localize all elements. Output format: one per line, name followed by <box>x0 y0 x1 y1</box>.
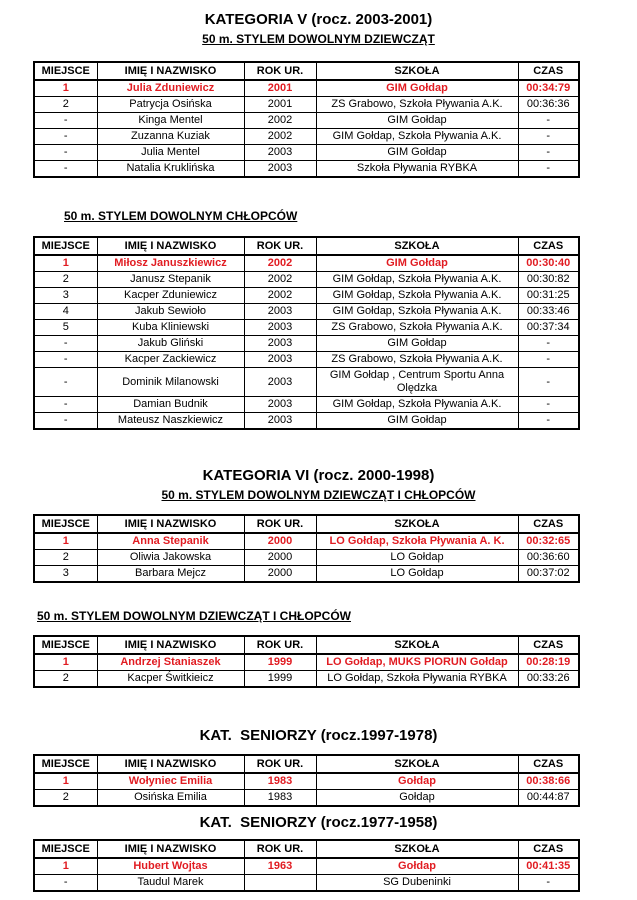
cell-year: 2003 <box>244 304 316 320</box>
cell-name: Kacper Świtkieicz <box>97 671 244 688</box>
cell-year: 2003 <box>244 368 316 397</box>
cell-time: 00:41:35 <box>518 858 579 875</box>
cell-school: GIM Gołdap <box>316 255 518 272</box>
cell-place: 2 <box>34 550 97 566</box>
cell-place: - <box>34 336 97 352</box>
table-row <box>34 368 579 397</box>
header-row <box>34 237 579 255</box>
cell-place: 3 <box>34 288 97 304</box>
cell-name: Anna Stepanik <box>97 533 244 550</box>
section-kategoria-5-chlopcy <box>0 209 637 430</box>
cell-time: - <box>518 875 579 892</box>
header-row <box>34 636 579 654</box>
column-header-year: ROK UR. <box>244 237 316 255</box>
cell-year: 2003 <box>244 413 316 430</box>
cell-time: - <box>518 129 579 145</box>
cell-year: 2002 <box>244 288 316 304</box>
cell-name: Wołyniec Emilia <box>97 773 244 790</box>
cell-name: Andrzej Staniaszek <box>97 654 244 671</box>
column-header-name: IMIĘ I NAZWISKO <box>97 62 244 80</box>
cell-time: - <box>518 397 579 413</box>
column-header-time: CZAS <box>518 636 579 654</box>
cell-school: GIM Gołdap, Szkoła Pływania A.K. <box>316 272 518 288</box>
cell-year: 1999 <box>244 654 316 671</box>
results-table <box>33 839 580 892</box>
column-header-year: ROK UR. <box>244 755 316 773</box>
cell-school: GIM Gołdap <box>316 113 518 129</box>
cell-place: 1 <box>34 858 97 875</box>
cell-name: Patrycja Osińska <box>97 97 244 113</box>
cell-name: Kacper Zackiewicz <box>97 352 244 368</box>
column-header-name: IMIĘ I NAZWISKO <box>97 840 244 858</box>
column-header-name: IMIĘ I NAZWISKO <box>97 515 244 533</box>
cell-time: - <box>518 113 579 129</box>
cell-time: 00:37:02 <box>518 566 579 583</box>
cell-place: 2 <box>34 790 97 807</box>
cell-year: 1983 <box>244 773 316 790</box>
results-table <box>33 754 580 807</box>
cell-place: 1 <box>34 773 97 790</box>
cell-name: Natalia Kruklińska <box>97 161 244 178</box>
cell-name: Julia Mentel <box>97 145 244 161</box>
section-seniorzy-1997-1978 <box>0 726 637 807</box>
section-seniorzy-1977-1958 <box>0 813 637 892</box>
header-row <box>34 755 579 773</box>
column-header-year: ROK UR. <box>244 62 316 80</box>
column-header-place: MIEJSCE <box>34 237 97 255</box>
cell-school: GIM Gołdap, Szkoła Pływania A.K. <box>316 397 518 413</box>
column-header-school: SZKOŁA <box>316 636 518 654</box>
cell-school: LO Gołdap, Szkoła Pływania A. K. <box>316 533 518 550</box>
cell-place: 2 <box>34 97 97 113</box>
column-header-time: CZAS <box>518 515 579 533</box>
cell-school: Gołdap <box>316 773 518 790</box>
cell-school: GIM Gołdap, Szkoła Pływania A.K. <box>316 288 518 304</box>
cell-time: - <box>518 161 579 178</box>
cell-year: 2002 <box>244 113 316 129</box>
table-row <box>34 272 579 288</box>
cell-name: Kacper Zduniewicz <box>97 288 244 304</box>
cell-school: ZS Grabowo, Szkoła Pływania A.K. <box>316 320 518 336</box>
table-row <box>34 566 579 583</box>
cell-year: 2003 <box>244 336 316 352</box>
cell-place: 2 <box>34 272 97 288</box>
cell-year: 1999 <box>244 671 316 688</box>
cell-year: 2001 <box>244 80 316 97</box>
table-row <box>34 288 579 304</box>
section-title: KAT. SENIORZY (rocz.1997-1978) <box>199 727 438 744</box>
cell-school: GIM Gołdap <box>316 145 518 161</box>
cell-school: LO Gołdap, MUKS PIORUN Gołdap <box>316 654 518 671</box>
cell-school: LO Gołdap <box>316 550 518 566</box>
column-header-time: CZAS <box>518 840 579 858</box>
header-row <box>34 515 579 533</box>
cell-year: 2000 <box>244 533 316 550</box>
column-header-year: ROK UR. <box>244 515 316 533</box>
column-header-year: ROK UR. <box>244 636 316 654</box>
cell-time: 00:34:79 <box>518 80 579 97</box>
cell-name: Jakub Sewioło <box>97 304 244 320</box>
cell-time: 00:44:87 <box>518 790 579 807</box>
cell-time: 00:38:66 <box>518 773 579 790</box>
column-header-time: CZAS <box>518 237 579 255</box>
cell-school: LO Gołdap, Szkoła Pływania RYBKA <box>316 671 518 688</box>
cell-name: Jakub Gliński <box>97 336 244 352</box>
cell-name: Kinga Mentel <box>97 113 244 129</box>
section-kategoria-5-dziewczeta <box>0 10 637 178</box>
table-row <box>34 352 579 368</box>
cell-place: 1 <box>34 533 97 550</box>
section-title: KATEGORIA V (rocz. 2003-2001) <box>204 11 433 28</box>
cell-year: 2000 <box>244 566 316 583</box>
cell-school: ZS Grabowo, Szkoła Pływania A.K. <box>316 352 518 368</box>
cell-school: SG Dubeninki <box>316 875 518 892</box>
cell-name: Dominik Milanowski <box>97 368 244 397</box>
cell-school: GIM Gołdap <box>316 336 518 352</box>
cell-time: 00:37:34 <box>518 320 579 336</box>
column-header-place: MIEJSCE <box>34 840 97 858</box>
table-row <box>34 550 579 566</box>
column-header-time: CZAS <box>518 755 579 773</box>
cell-school: GIM Gołdap , Centrum Sportu Anna Olędzka <box>316 368 518 397</box>
column-header-school: SZKOŁA <box>316 237 518 255</box>
table-row <box>34 129 579 145</box>
cell-name: Taudul Marek <box>97 875 244 892</box>
cell-place: 4 <box>34 304 97 320</box>
table-row <box>34 113 579 129</box>
cell-name: Damian Budnik <box>97 397 244 413</box>
section-title: KAT. SENIORZY (rocz.1977-1958) <box>199 814 438 831</box>
cell-time: 00:33:26 <box>518 671 579 688</box>
section-kategoria-6-open <box>0 609 637 688</box>
column-header-name: IMIĘ I NAZWISKO <box>97 636 244 654</box>
cell-time: - <box>518 413 579 430</box>
cell-year: 2003 <box>244 320 316 336</box>
cell-school: GIM Gołdap <box>316 80 518 97</box>
cell-name: Janusz Stepanik <box>97 272 244 288</box>
cell-time: 00:31:25 <box>518 288 579 304</box>
cell-time: 00:32:65 <box>518 533 579 550</box>
cell-time: - <box>518 352 579 368</box>
results-table <box>33 61 580 178</box>
cell-place: - <box>34 145 97 161</box>
column-header-name: IMIĘ I NAZWISKO <box>97 237 244 255</box>
cell-year: 2002 <box>244 272 316 288</box>
cell-name: Zuzanna Kuziak <box>97 129 244 145</box>
cell-time: 00:28:19 <box>518 654 579 671</box>
event-heading: 50 m. STYLEM DOWOLNYM DZIEWCZĄT I CHŁOPCÓW <box>37 609 351 623</box>
cell-place: - <box>34 113 97 129</box>
cell-time: 00:30:40 <box>518 255 579 272</box>
table-row <box>34 320 579 336</box>
cell-place: 1 <box>34 654 97 671</box>
results-sections <box>0 10 637 892</box>
cell-school: GIM Gołdap <box>316 413 518 430</box>
cell-name: Mateusz Naszkiewicz <box>97 413 244 430</box>
winner-row <box>34 80 579 97</box>
cell-place: 5 <box>34 320 97 336</box>
cell-place: - <box>34 161 97 178</box>
winner-row <box>34 533 579 550</box>
cell-name: Barbara Mejcz <box>97 566 244 583</box>
column-header-place: MIEJSCE <box>34 636 97 654</box>
cell-name: Oliwia Jakowska <box>97 550 244 566</box>
cell-name: Miłosz Januszkiewicz <box>97 255 244 272</box>
cell-year: 2002 <box>244 129 316 145</box>
column-header-name: IMIĘ I NAZWISKO <box>97 755 244 773</box>
table-row <box>34 145 579 161</box>
cell-school: Gołdap <box>316 790 518 807</box>
column-header-place: MIEJSCE <box>34 755 97 773</box>
cell-place: 1 <box>34 80 97 97</box>
results-table <box>33 236 580 430</box>
cell-school: ZS Grabowo, Szkoła Pływania A.K. <box>316 97 518 113</box>
cell-place: - <box>34 413 97 430</box>
cell-place: - <box>34 368 97 397</box>
cell-name: Julia Zduniewicz <box>97 80 244 97</box>
column-header-place: MIEJSCE <box>34 62 97 80</box>
cell-name: Kuba Kliniewski <box>97 320 244 336</box>
column-header-time: CZAS <box>518 62 579 80</box>
cell-place: 1 <box>34 255 97 272</box>
cell-year <box>244 875 316 892</box>
results-table <box>33 514 580 583</box>
event-heading: 50 m. STYLEM DOWOLNYM CHŁOPCÓW <box>64 209 298 223</box>
column-header-school: SZKOŁA <box>316 755 518 773</box>
table-row <box>34 161 579 178</box>
cell-place: - <box>34 129 97 145</box>
cell-year: 2003 <box>244 161 316 178</box>
table-row <box>34 336 579 352</box>
cell-school: LO Gołdap <box>316 566 518 583</box>
cell-school: GIM Gołdap, Szkoła Pływania A.K. <box>316 129 518 145</box>
column-header-place: MIEJSCE <box>34 515 97 533</box>
cell-place: 3 <box>34 566 97 583</box>
section-subtitle: 50 m. STYLEM DOWOLNYM DZIEWCZĄT I CHŁOPCÓW <box>161 488 476 502</box>
results-table <box>33 635 580 688</box>
cell-time: 00:30:82 <box>518 272 579 288</box>
table-row <box>34 97 579 113</box>
cell-year: 1963 <box>244 858 316 875</box>
cell-year: 2000 <box>244 550 316 566</box>
cell-name: Hubert Wojtas <box>97 858 244 875</box>
table-row <box>34 671 579 688</box>
cell-time: 00:36:60 <box>518 550 579 566</box>
section-subtitle: 50 m. STYLEM DOWOLNYM DZIEWCZĄT <box>202 32 435 46</box>
column-header-school: SZKOŁA <box>316 515 518 533</box>
table-row <box>34 413 579 430</box>
table-row <box>34 397 579 413</box>
column-header-school: SZKOŁA <box>316 62 518 80</box>
winner-row <box>34 255 579 272</box>
cell-year: 2003 <box>244 397 316 413</box>
cell-place: 2 <box>34 671 97 688</box>
cell-time: 00:36:36 <box>518 97 579 113</box>
cell-year: 2002 <box>244 255 316 272</box>
section-kategoria-6 <box>0 466 637 583</box>
cell-time: - <box>518 368 579 397</box>
table-row <box>34 304 579 320</box>
header-row <box>34 840 579 858</box>
header-row <box>34 62 579 80</box>
column-header-school: SZKOŁA <box>316 840 518 858</box>
cell-school: GIM Gołdap, Szkoła Pływania A.K. <box>316 304 518 320</box>
cell-time: - <box>518 336 579 352</box>
section-title: KATEGORIA VI (rocz. 2000-1998) <box>202 467 435 484</box>
winner-row <box>34 858 579 875</box>
cell-school: Gołdap <box>316 858 518 875</box>
cell-name: Osińska Emilia <box>97 790 244 807</box>
cell-year: 2003 <box>244 145 316 161</box>
cell-place: - <box>34 352 97 368</box>
cell-place: - <box>34 875 97 892</box>
cell-year: 2003 <box>244 352 316 368</box>
table-row <box>34 790 579 807</box>
cell-year: 2001 <box>244 97 316 113</box>
cell-time: - <box>518 145 579 161</box>
column-header-year: ROK UR. <box>244 840 316 858</box>
table-row <box>34 875 579 892</box>
cell-year: 1983 <box>244 790 316 807</box>
winner-row <box>34 654 579 671</box>
cell-time: 00:33:46 <box>518 304 579 320</box>
cell-place: - <box>34 397 97 413</box>
winner-row <box>34 773 579 790</box>
cell-school: Szkoła Pływania RYBKA <box>316 161 518 178</box>
